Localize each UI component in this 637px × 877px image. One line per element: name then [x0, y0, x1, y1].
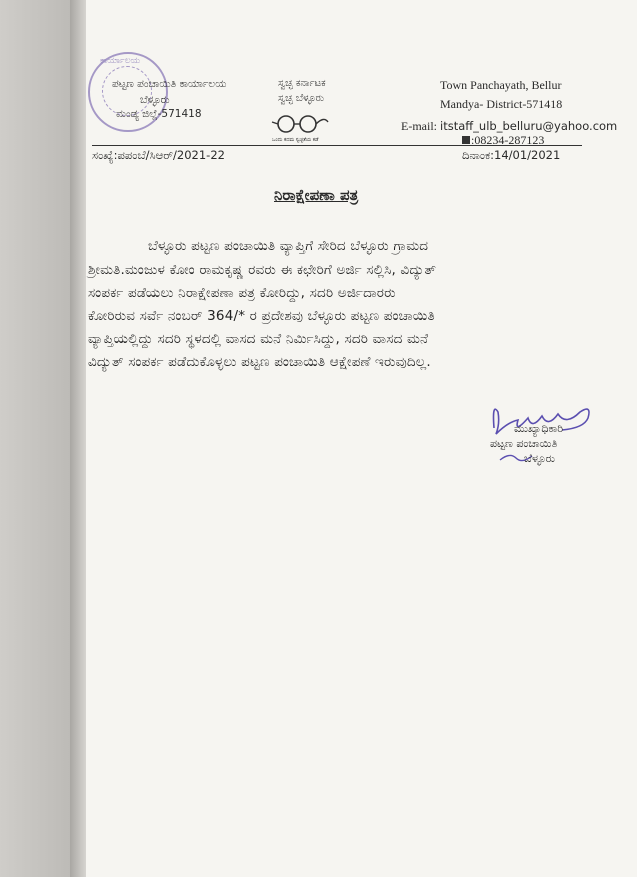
body-line-5: ವ್ಯಾಪ್ತಿಯಲ್ಲಿದ್ದು ಸದರಿ ಸ್ಥಳದಲ್ಲಿ ವಾಸದ ಮನೆ ನಿರ್ಮಿಸಿದ್ದು, ಸದರಿ ವಾಸದ ಮನೆ — [88, 331, 429, 347]
town-panchayath-title: Town Panchayath, Bellur — [440, 78, 562, 92]
swachh-bellur-text: ಸ್ವಚ್ಛ ಬೆಳ್ಳೂರು — [278, 93, 325, 104]
signatory-town: ಬೆಳ್ಳೂರು — [524, 452, 555, 465]
swachh-karnataka-text: ಸ್ವಚ್ಛ ಕರ್ನಾಟಕ — [278, 78, 326, 89]
header-divider — [92, 145, 582, 146]
background-edge — [0, 0, 70, 877]
body-line-6: ವಿದ್ಯುತ್ ಸಂಪರ್ಕ ಪಡೆದುಕೊಳ್ಳಲು ಪಟ್ಟಣ ಪಂಚಾಯಿತಿ ಆಕ್ಷೇಪಣೆ ಇರುವುದಿಲ್ಲ. — [88, 354, 431, 370]
email-row — [401, 119, 617, 134]
body-line-1: ಬೆಳ್ಳೂರು ಪಟ್ಟಣ ಪಂಚಾಯಿತಿ ವ್ಯಾಪ್ತಿಗೆ ಸೇರಿದ ಬೆಳ್ಳೂರು ಗ್ರಾಮದ — [148, 238, 429, 254]
district-title: Mandya- District-571418 — [440, 97, 563, 111]
phone-icon — [462, 136, 470, 144]
emblem-caption: ಒಂದು ಕದಮ ಸ್ವಚ್ಛತೆಯ ಕಡೆ — [272, 137, 319, 143]
email-value: itstaff_ulb_belluru@yahoo.com — [440, 119, 618, 133]
body-line-4: ಕೋರಿರುವ ಸರ್ವೆ ನಂಬರ್ 364/* ರ ಪ್ರದೇಶವು ಬೆಳ್ಳೂರು ಪಟ್ಟಣ ಪಂಚಾಯಿತಿ — [88, 308, 435, 324]
reference-number: ಸಂಖ್ಯೆ:ಪಪಂಬೆ/ಸಿಆರ್/2021-22 — [92, 148, 225, 162]
signatory-designation: ಮುಖ್ಯಾಧಿಕಾರಿ — [514, 422, 564, 435]
swachh-bharat-glasses-icon — [270, 112, 330, 140]
office-name: ಪಟ್ಟಣ ಪಂಚಾಯಿತಿ ಕಾರ್ಯಾಲಯ — [112, 78, 227, 90]
signatory-office: ಪಟ್ಟಣ ಪಂಚಾಯಿತಿ — [490, 437, 558, 450]
office-district: ಮಂಡ್ಯ ಜಿಲ್ಲೆ-571418 — [116, 108, 202, 120]
letter-date: ದಿನಾಂಕ:14/01/2021 — [462, 148, 561, 162]
document-title: ನಿರಾಕ್ಷೇಪಣಾ ಪತ್ರ — [274, 186, 359, 204]
body-line-3: ಸಂಪರ್ಕ ಪಡೆಯಲು ನಿರಾಕ್ಷೇಪಣಾ ಪತ್ರ ಕೋರಿದ್ದು, ಸದರಿ ಅರ್ಜಿದಾರರು — [88, 285, 396, 301]
phone-number: :08234-287123 — [471, 133, 545, 147]
seal-text: ಕಾರ್ಯಾಲಯ — [100, 56, 141, 66]
email-label: E-mail: — [401, 119, 437, 133]
body-line-2: ಶ್ರೀಮತಿ.ಮಂಜುಳ ಕೋಂ ರಾಮಕೃಷ್ಣ ರವರು ಈ ಕಛೇರಿಗೆ ಅರ್ಜಿ ಸಲ್ಲಿಸಿ, ವಿದ್ಯುತ್ — [88, 262, 437, 278]
office-town: ಬೆಳ್ಳೂರು — [140, 94, 170, 106]
